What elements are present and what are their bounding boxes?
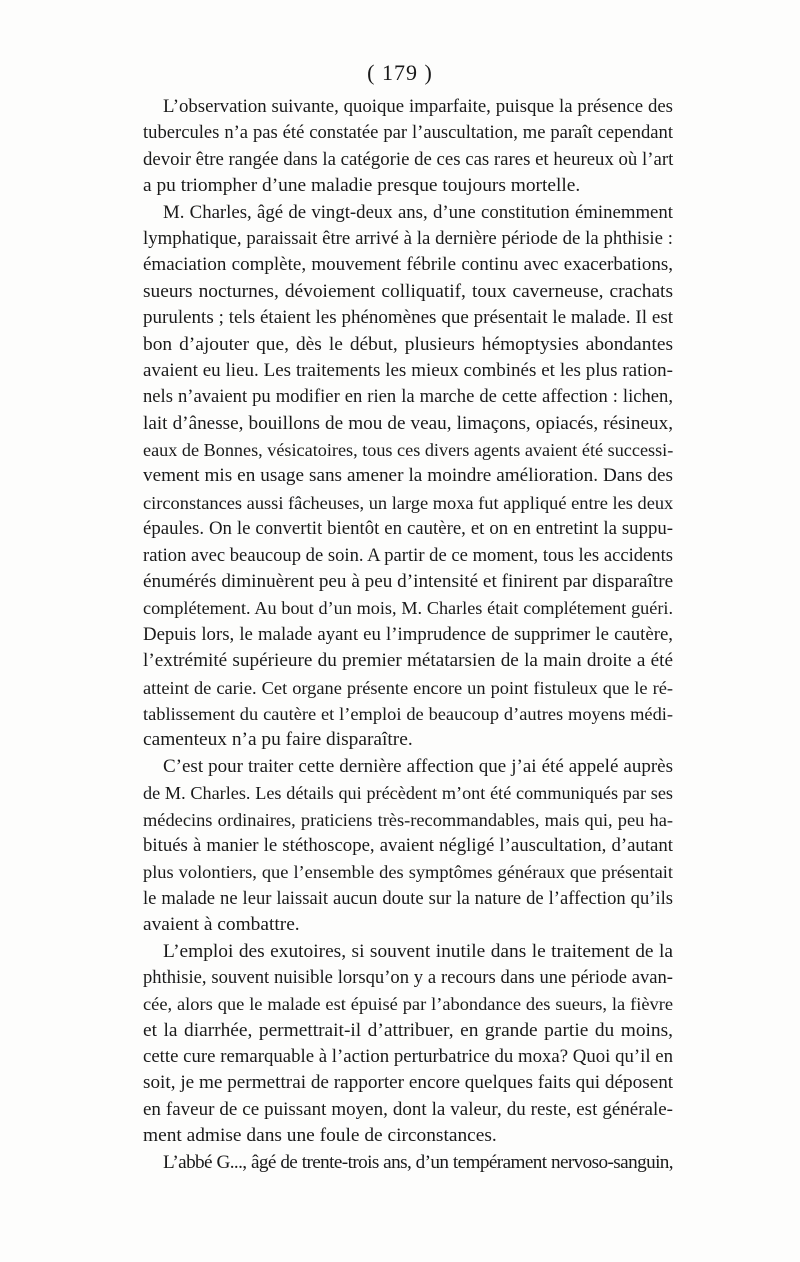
text-line: devoir être rangée dans la catégorie de ces cas rares et heureux où l’art (143, 148, 674, 170)
text-line: complétement. Au bout d’un mois, M. Charles était complétement guéri. (143, 598, 673, 619)
text-line: tubercules n’a pas été constatée par l’auscultation, me paraît cependant (143, 122, 673, 144)
text-line: épaules. On le convertit bientôt en cautère, et on en entretint la suppu- (143, 518, 673, 540)
text-line: lait d’ânesse, bouillons de mou de veau, limaçons, opiacés, résineux, (143, 412, 673, 434)
body-text (143, 94, 673, 1176)
page-number: ( 179 ) (367, 60, 433, 85)
text-line: camenteux n’a pu faire disparaître. (143, 729, 413, 751)
text-line: cette cure remarquable à l’action perturbatrice du moxa? Quoi qu’il en (143, 1046, 673, 1068)
text-line: a pu triompher d’une maladie presque toujours mortelle. (143, 175, 581, 197)
text-line: C’est pour traiter cette dernière affection que j’ai été appelé auprès (163, 755, 673, 777)
text-line: en faveur de ce puissant moyen, dont la valeur, du reste, est générale- (143, 1098, 673, 1120)
text-line: bon d’ajouter que, dès le début, plusieurs hémoptysies abondantes (143, 333, 673, 355)
text-line: avaient eu lieu. Les traitements les mieux combinés et les plus ration- (143, 359, 673, 381)
text-line: le malade ne leur laissait aucun doute sur la nature de l’affection qu’ils (143, 887, 673, 909)
text-line: phthisie, souvent nuisible lorsqu’on y a recours dans une période avan- (143, 966, 673, 988)
text-line: tablissement du cautère et l’emploi de beaucoup d’autres moyens médi- (143, 703, 673, 724)
text-line: atteint de carie. Cet organe présente encore un point fistuleux que le ré- (143, 677, 673, 698)
text-line: l’extrémité supérieure du premier métatarsien de la main droite a été (143, 650, 673, 672)
text-line: plus volontiers, que l’ensemble des symptômes généraux que présentait (143, 862, 673, 883)
text-line: sueurs nocturnes, dévoiement colliquatif, toux caverneuse, crachats (143, 280, 673, 302)
text-line: L’observation suivante, quoique imparfaite, puisque la présence des (163, 96, 673, 117)
text-line: émaciation complète, mouvement fébrile continu avec exacerbations, (143, 254, 673, 276)
text-line: et la diarrhée, permettrait-il d’attribuer, en grande partie du moins, (143, 1019, 673, 1041)
text-line: bitués à manier le stéthoscope, avaient négligé l’auscultation, d’autant (143, 834, 673, 856)
text-line: ment admise dans une foule de circonstances. (143, 1125, 497, 1147)
text-line: soit, je me permettrai de rapporter encore quelques faits qui déposent (143, 1072, 674, 1094)
text-line: L’abbé G..., âgé de trente-trois ans, d’un tempérament nervoso-sanguin, (163, 1151, 673, 1173)
text-line: médecins ordinaires, praticiens très-recommandables, mais qui, peu ha- (143, 809, 673, 830)
text-line: M. Charles, âgé de vingt-deux ans, d’une constitution éminemment (163, 201, 673, 223)
text-line: Depuis lors, le malade ayant eu l’imprudence de supprimer le cautère, (143, 623, 673, 645)
text-line: vement mis en usage sans amener la moindre amélioration. Dans des (143, 465, 673, 487)
text-line: lymphatique, paraissait être arrivé à la dernière période de la phthisie : (143, 227, 673, 249)
text-line: eaux de Bonnes, vésicatoires, tous ces divers agents avaient été successi- (143, 440, 674, 461)
text-line: cée, alors que le malade est épuisé par l’abondance des sueurs, la fièvre (143, 994, 673, 1015)
text-line: L’emploi des exutoires, si souvent inutile dans le traitement de la (163, 940, 673, 962)
text-line: ration avec beaucoup de soin. A partir de ce moment, tous les accidents (143, 544, 673, 566)
text-line: énumérés diminuèrent peu à peu d’intensité et finirent par disparaître (143, 571, 674, 593)
text-line: avaient à combattre. (143, 914, 300, 936)
text-line: nels n’avaient pu modifier en rien la marche de cette affection : lichen, (143, 386, 673, 408)
text-line: circonstances aussi fâcheuses, un large moxa fut appliqué entre les deux (143, 492, 674, 513)
text-line: de M. Charles. Les détails qui précèdent m’ont été communiqués par ses (143, 783, 673, 804)
text-line: purulents ; tels étaient les phénomènes que présentait le malade. Il est (143, 307, 673, 329)
